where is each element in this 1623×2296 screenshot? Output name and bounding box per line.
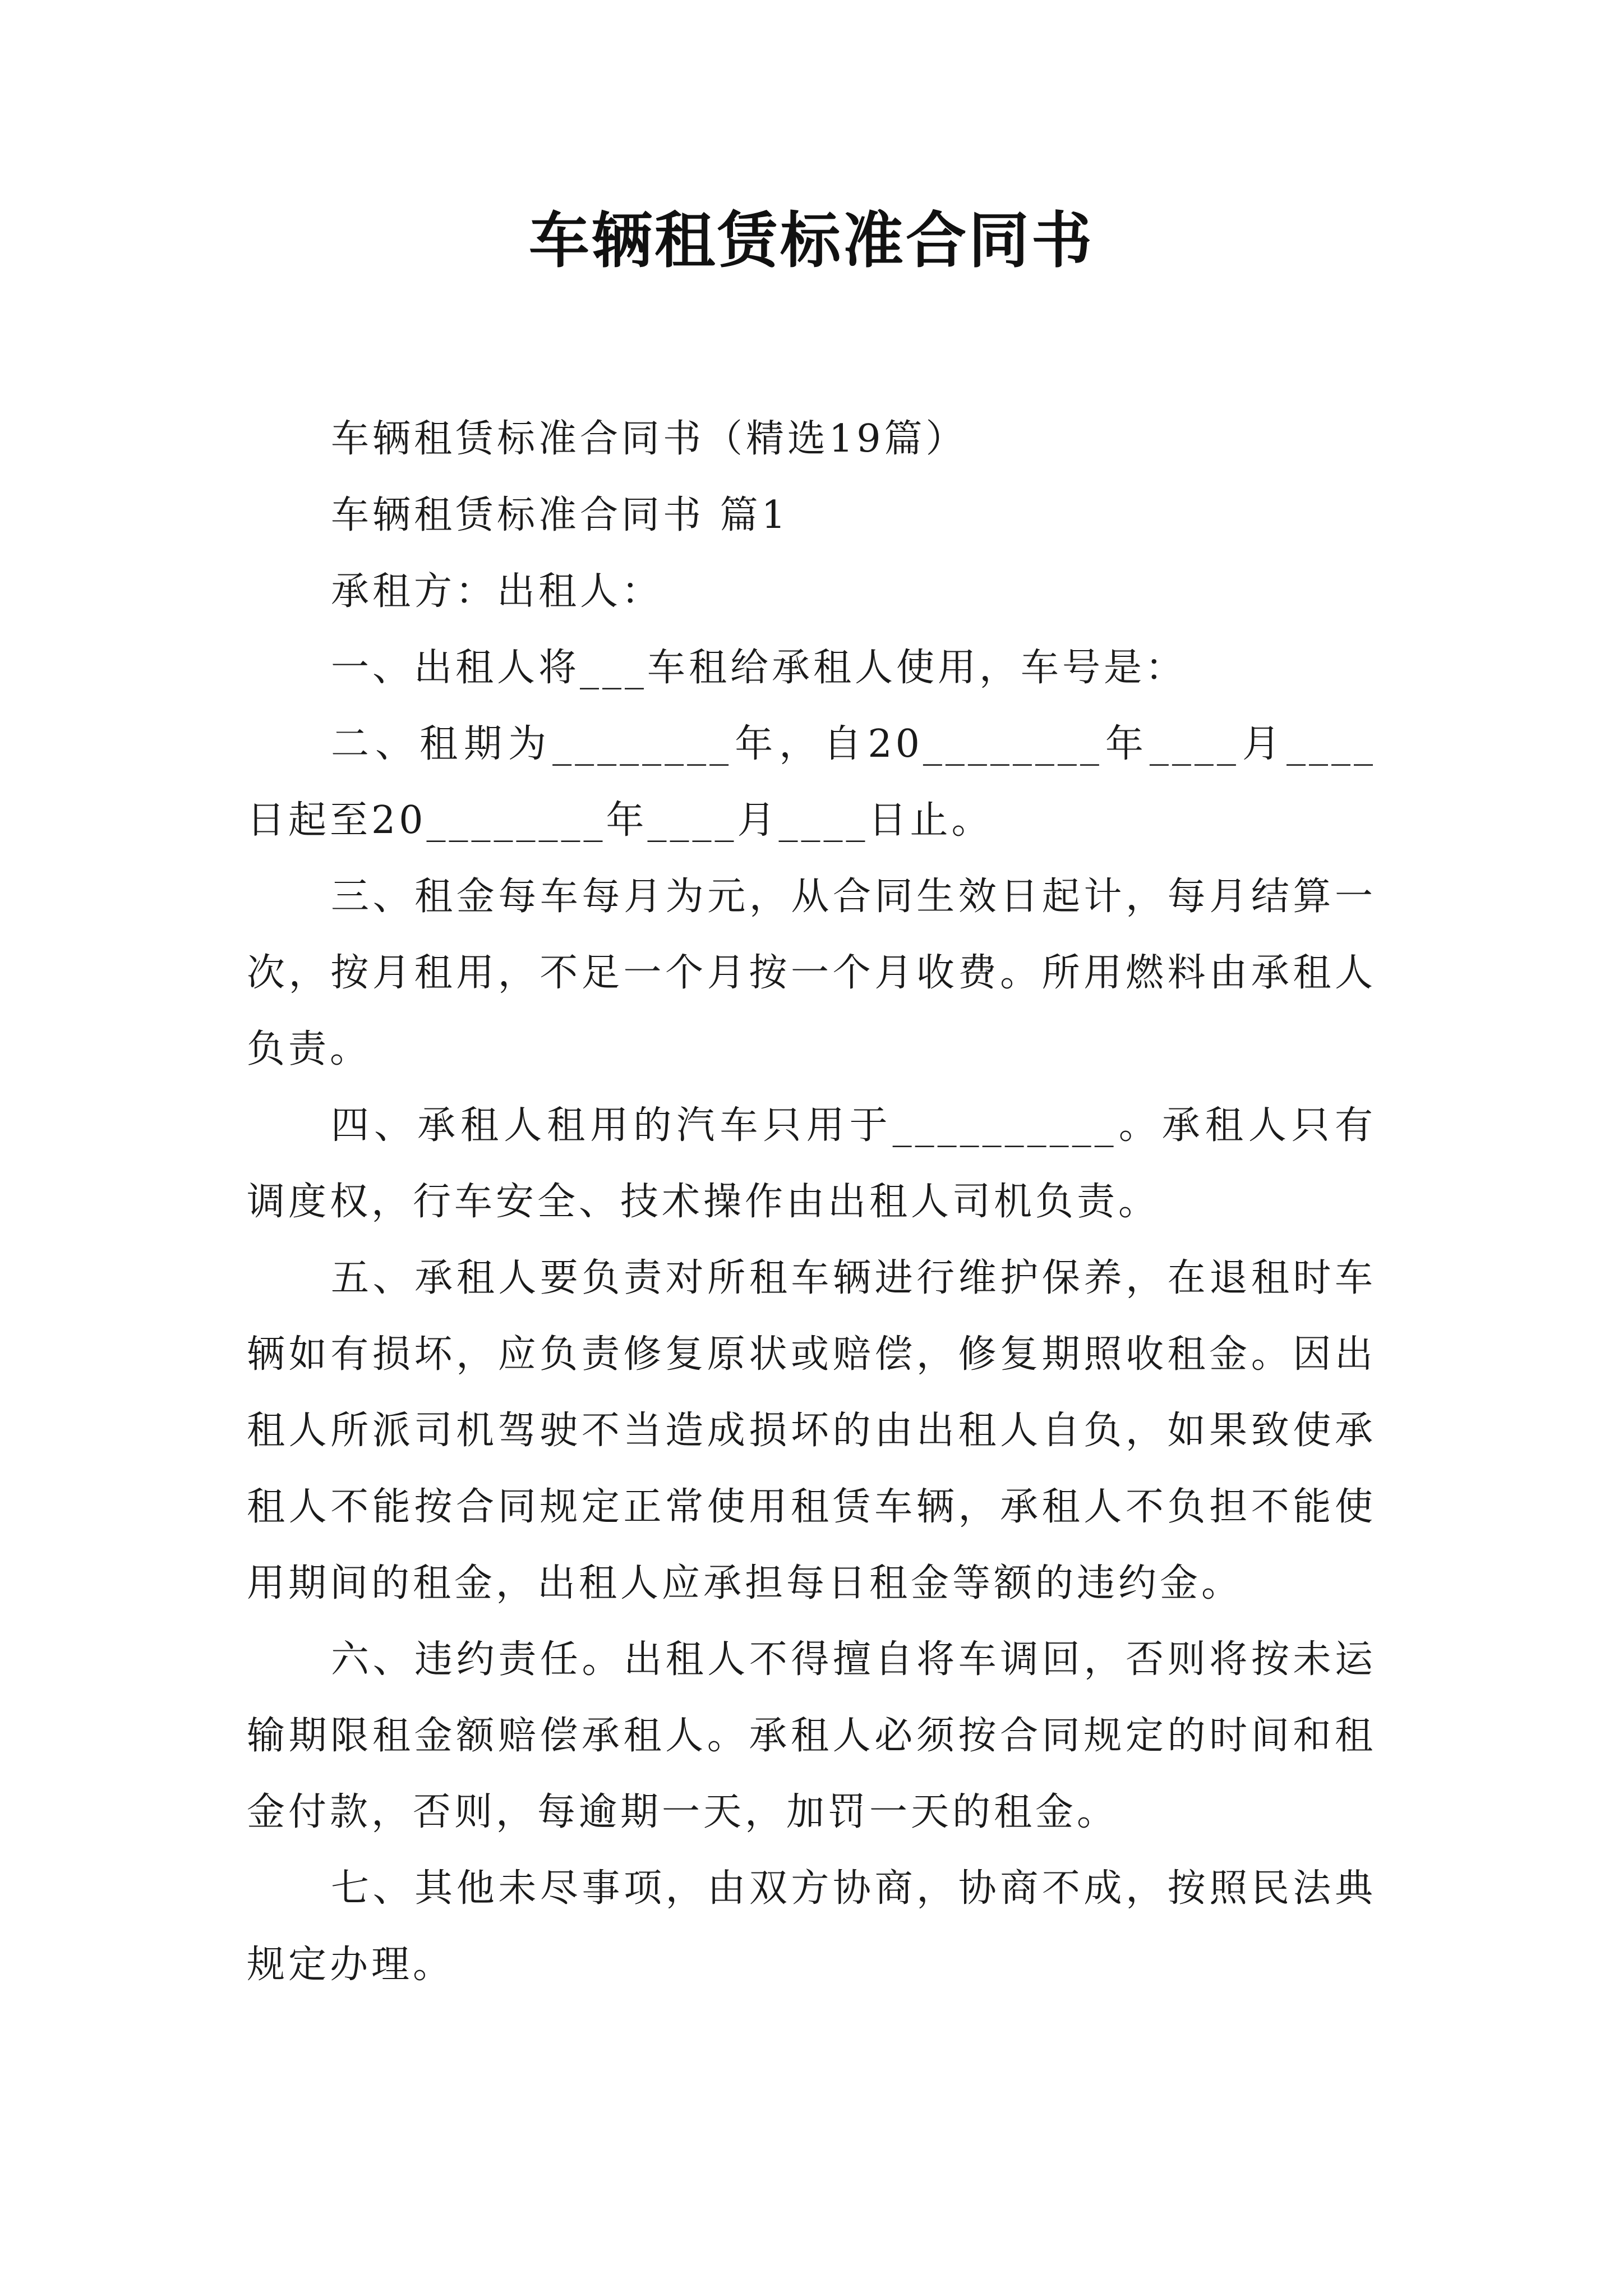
paragraph-section-heading: 车辆租赁标准合同书 篇1 xyxy=(331,493,789,537)
paragraph-clause-5: 五、承租人要负责对所租车辆进行维护保养，在退租时车辆如有损坏，应负责修复原状或赔偿，修复期照收租金。因出租人所派司机驾驶不当造成损坏的由出租人自负，如果致使承租人不能按合同规定正常使用租赁车辆，承租人不负担不能使用期间的租金，出租人应承担每日租金等额的违约金。 xyxy=(247,1256,1376,1605)
paragraph-clause-7: 七、其他未尽事项，由双方协商，协商不成，按照民法典规定办理。 xyxy=(247,1866,1376,1987)
paragraph-clause-6: 六、违约责任。出租人不得擅自将车调回，否则将按未运输期限租金额赔偿承租人。承租人必须按合同规定的时间和租金付款，否则，每逾期一天，加罚一天的租金。 xyxy=(247,1637,1376,1834)
paragraph-clause-1: 一、出租人将___车租给承租人使用，车号是： xyxy=(331,646,1187,690)
paragraph-subtitle: 车辆租赁标准合同书（精选19篇） xyxy=(331,417,967,461)
paragraph-clause-4: 四、承租人租用的汽车只用于__________。承租人只有调度权，行车安全、技术操作由出租人司机负责。 xyxy=(247,1103,1376,1224)
document-title: 车辆租赁标准合同书 xyxy=(528,206,1094,276)
paragraph-clause-3: 三、租金每车每月为元，从合同生效日起计，每月结算一次，按月租用，不足一个月按一个月收费。所用燃料由承租人负责。 xyxy=(247,875,1376,1071)
document-body xyxy=(247,401,1376,2003)
paragraph-clause-2: 二、租期为________年，自20________年____月____日起至20________年____月____日止。 xyxy=(247,722,1376,843)
paragraph-parties: 承租方：出租人： xyxy=(331,569,663,614)
